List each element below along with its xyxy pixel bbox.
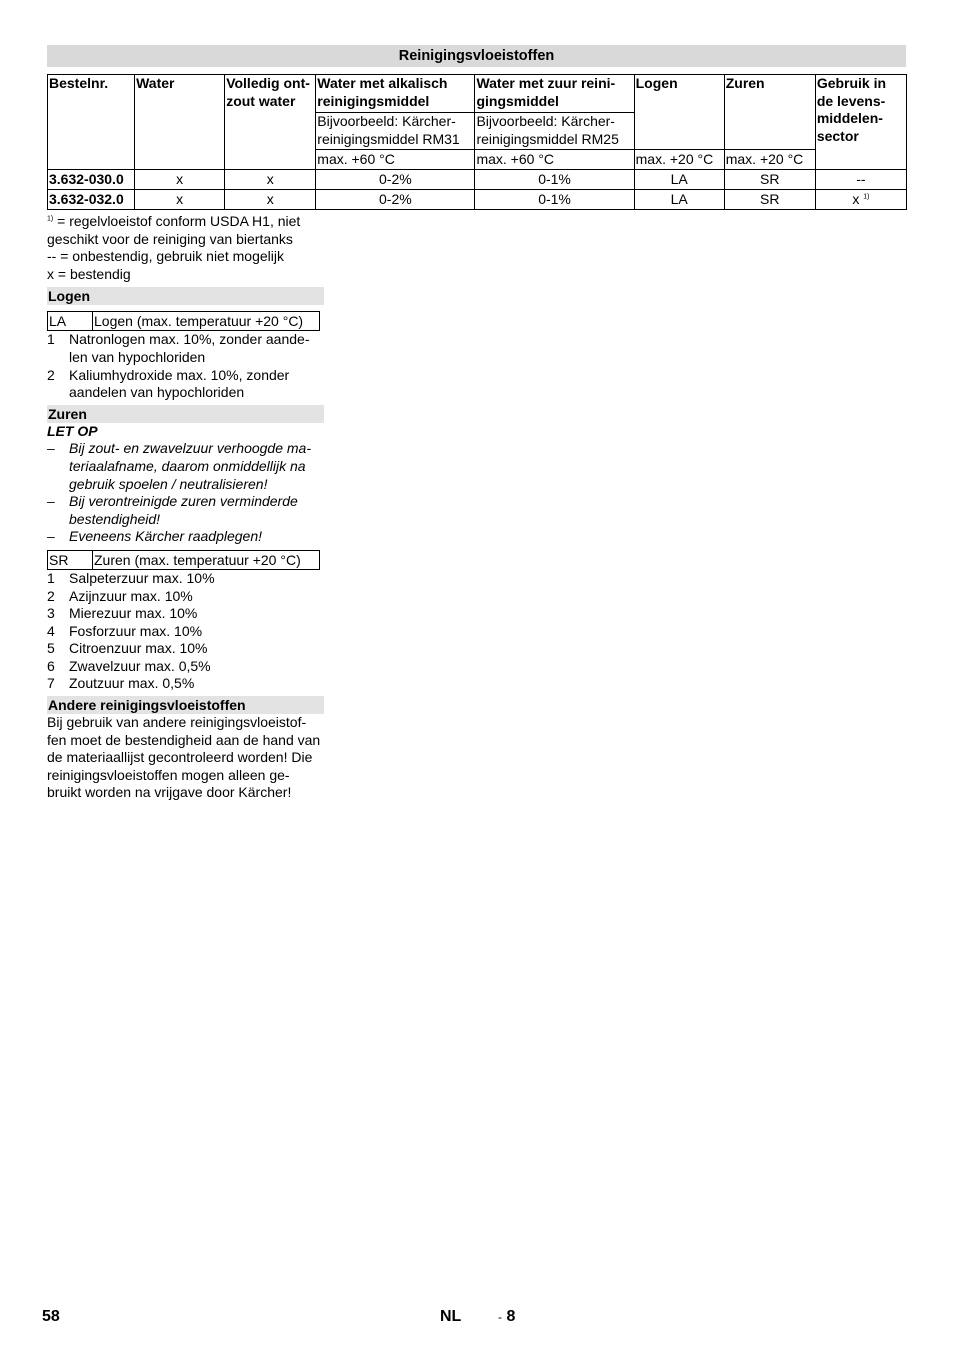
list-item: 1 Salpeterzuur max. 10%	[47, 569, 215, 586]
header-logen: Logen	[634, 75, 724, 150]
heading-logen: Logen	[47, 287, 324, 305]
footer-sub-page: - 8	[498, 1308, 516, 1325]
cleaning-fluids-table	[47, 74, 907, 210]
cell-gebruik-value: x	[852, 190, 860, 207]
cell-gebruik	[815, 190, 906, 210]
footnote-1-text: = regelvloeistof conform USDA H1, niet geschikt voor de reiniging van biertanks	[47, 213, 301, 247]
list-item: 5 Citroenzuur max. 10%	[47, 640, 208, 657]
header-alkalisch: Water met alkalisch reinigingsmiddel	[316, 75, 475, 113]
left-column	[47, 213, 323, 802]
header-gebruik: Gebruik in de levens-middelen-sector	[815, 75, 906, 170]
cell-bestelnr: 3.632-030.0	[48, 170, 135, 190]
cell-zuren: SR	[724, 170, 815, 190]
zuren-desc: Zuren (max. temperatuur +20 °C)	[93, 550, 320, 569]
heading-zuren: Zuren	[47, 405, 324, 423]
list-item: 3 Mierezuur max. 10%	[47, 605, 198, 622]
header-water: Water	[135, 75, 225, 170]
footnote-3: x = bestendig	[47, 265, 131, 282]
cell-alkalisch: 0-2%	[316, 190, 475, 210]
cell-water: x	[135, 170, 225, 190]
cell-bestelnr: 3.632-032.0	[48, 190, 135, 210]
warning-item: – Bij zout- en zwavelzuur verhoogde ma-teriaalafname, daarom onmiddellijk na gebruik spoelen / neutralisieren!	[47, 440, 312, 492]
footnote-marker: 1)	[47, 215, 54, 223]
logen-desc: Logen (max. temperatuur +20 °C)	[93, 312, 320, 331]
cell-gebruik	[815, 170, 906, 190]
header-bestelnr: Bestelnr.	[48, 75, 135, 170]
zuren-max: max. +20 °C	[724, 150, 815, 170]
footer-lang: NL	[440, 1308, 462, 1325]
list-item: 4 Fosforzuur max. 10%	[47, 622, 203, 639]
alkalisch-example: Bijvoorbeeld: Kärcher-reinigingsmiddel RM31	[316, 113, 475, 150]
section-title: Reinigingsvloeistoffen	[47, 45, 906, 67]
zuur-example: Bijvoorbeeld: Kärcher-reinigingsmiddel RM25	[475, 113, 634, 150]
alkalisch-max: max. +60 °C	[316, 150, 475, 170]
page-number: 58	[42, 1308, 60, 1325]
logen-code-box	[47, 311, 320, 331]
cell-logen: LA	[634, 170, 724, 190]
header-zuur: Water met zuur reini-gingsmiddel	[475, 75, 634, 113]
caution-label: LET OP	[47, 422, 98, 439]
zuren-code: SR	[48, 550, 93, 569]
header-zuren: Zuren	[724, 75, 815, 150]
table-row	[48, 170, 907, 190]
cell-volledig: x	[225, 170, 316, 190]
list-item: 7 Zoutzuur max. 0,5%	[47, 675, 195, 692]
list-item: 1 Natronlogen max. 10%, zonder aande-len van hypochloriden	[47, 331, 310, 365]
header-volledig: Volledig ont-zout water	[225, 75, 316, 170]
warning-item: – Bij verontreinigde zuren verminderde bestendigheid!	[47, 493, 298, 527]
warning-item: – Eveneens Kärcher raadplegen!	[47, 528, 263, 545]
zuur-max: max. +60 °C	[475, 150, 634, 170]
cell-zuren: SR	[724, 190, 815, 210]
table-row	[48, 190, 907, 210]
footnote-1	[47, 213, 323, 248]
logen-max: max. +20 °C	[634, 150, 724, 170]
list-item: 2 Kaliumhydroxide max. 10%, zonder aandelen van hypochloriden	[47, 366, 290, 401]
list-item: 2 Azijnzuur max. 10%	[47, 587, 193, 604]
andere-text: Bij gebruik van andere reinigingsvloeistof-fen moet de bestendigheid aan de hand van de materiaallijst gecontroleerd worden! Die reinigingsvloeistoffen mogen alleen ge-bruikt worden na vrijgave door Kärcher!	[47, 714, 321, 801]
list-item: 6 Zwavelzuur max. 0,5%	[47, 657, 211, 674]
cell-zuur: 0-1%	[475, 170, 634, 190]
heading-andere: Andere reinigingsvloeistoffen	[47, 696, 324, 714]
cell-water: x	[135, 190, 225, 210]
cell-volledig: x	[225, 190, 316, 210]
logen-code: LA	[48, 312, 93, 331]
cell-gebruik-value: --	[856, 170, 866, 187]
cell-logen: LA	[634, 190, 724, 210]
footnote-2: -- = onbestendig, gebruik niet mogelijk	[47, 248, 284, 265]
cell-alkalisch: 0-2%	[316, 170, 475, 190]
zuren-code-box	[47, 550, 320, 570]
cell-zuur: 0-1%	[475, 190, 634, 210]
footnote-marker: 1)	[863, 193, 870, 201]
